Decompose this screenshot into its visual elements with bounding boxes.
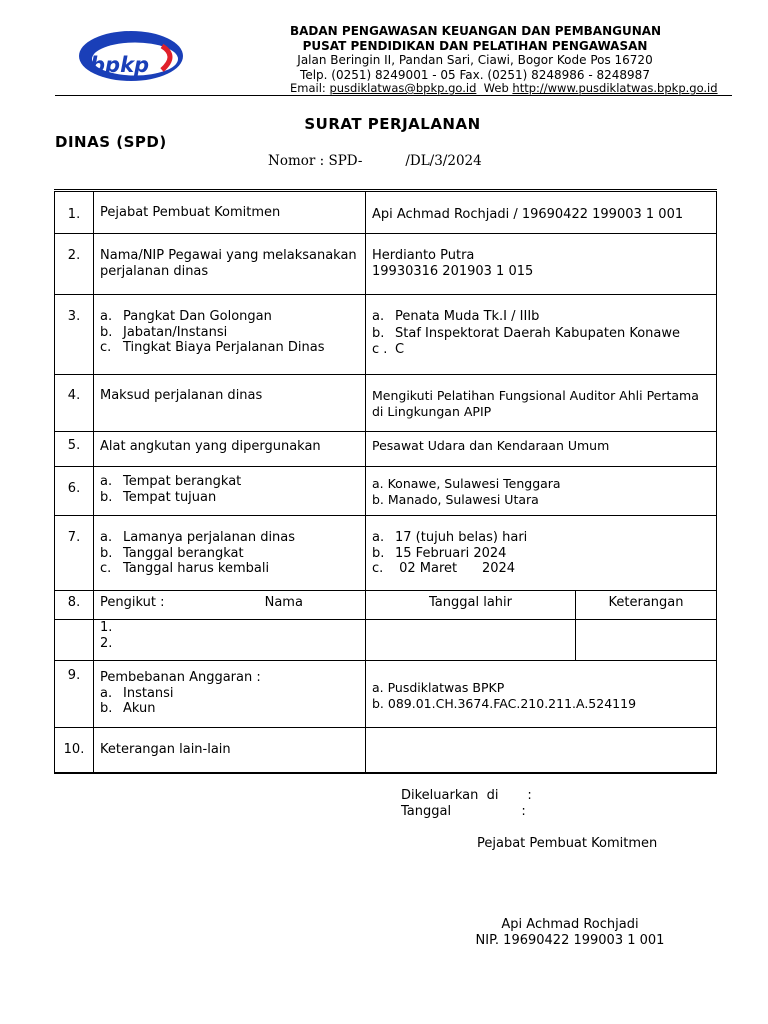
- empty-cell: [55, 620, 94, 661]
- row-label: Alat angkutan yang dipergunakan: [94, 432, 366, 467]
- list-marker: a.: [100, 685, 113, 701]
- list-item: [100, 546, 359, 562]
- header-divider: [55, 95, 732, 96]
- list-text: Tanggal harus kembali: [123, 561, 270, 576]
- row-label: [94, 467, 366, 516]
- row-label: [94, 661, 366, 728]
- list-marker: b.: [372, 325, 385, 341]
- list-marker: a.: [100, 474, 113, 489]
- document-number: Nomor : SPD- /DL/3/2024: [268, 153, 482, 169]
- list-text: C: [395, 342, 405, 357]
- row-label: [94, 295, 366, 375]
- row-number: 8.: [55, 591, 94, 620]
- list-text: 15 Februari 2024: [395, 545, 507, 561]
- row-value: [366, 516, 717, 591]
- list-marker: c .: [372, 342, 388, 357]
- row-value: [366, 661, 717, 728]
- budget-account: b. 089.01.CH.3674.FAC.210.211.A.524119: [372, 695, 637, 711]
- table-row: [55, 234, 717, 295]
- list-marker: b.: [100, 324, 113, 340]
- list-text: Jabatan/Instansi: [123, 324, 228, 340]
- employee-name: Herdianto Putra: [372, 248, 475, 263]
- budget-agency: a. Pusdiklatwas BPKP: [372, 680, 505, 695]
- row-value: Mengikuti Pelatihan Fungsional Auditor Ahli Pertama di Lingkungan APIP: [366, 375, 717, 432]
- row-label: Nama/NIP Pegawai yang melaksanakan perjalanan dinas: [94, 234, 366, 295]
- row-number: 1.: [55, 191, 94, 234]
- web-link[interactable]: http://www.pusdiklatwas.bpkp.go.id: [512, 81, 718, 95]
- signatory-name: Api Achmad Rochjadi: [501, 917, 639, 932]
- list-item: [372, 326, 710, 343]
- list-item: [100, 561, 359, 577]
- list-text: Lamanya perjalanan dinas: [123, 530, 296, 545]
- row-number: 2.: [55, 234, 94, 295]
- follower-item: 2.: [100, 635, 113, 651]
- list-item: [372, 342, 710, 359]
- list-marker: c.: [372, 561, 384, 576]
- table-row: [55, 432, 717, 467]
- row-label: Pejabat Pembuat Komitmen: [94, 191, 366, 234]
- list-item: [100, 325, 359, 341]
- list-text: Penata Muda Tk.I / IIIb: [395, 309, 540, 324]
- list-text: 02 Maret 2024: [395, 561, 516, 576]
- signatory-title: Pejabat Pembuat Komitmen: [477, 836, 658, 851]
- list-text: Instansi: [123, 685, 174, 701]
- list-item: [100, 309, 359, 325]
- email-link[interactable]: pusdiklatwas@bpkp.go.id: [329, 81, 477, 95]
- list-item: [100, 701, 359, 717]
- row-number: 3.: [55, 295, 94, 375]
- row-number: 6.: [55, 467, 94, 516]
- row-value: [366, 234, 717, 295]
- table-row: [55, 467, 717, 516]
- spd-table: [54, 189, 717, 774]
- list-marker: b.: [100, 545, 113, 561]
- list-marker: a.: [100, 309, 113, 324]
- list-text: Tingkat Biaya Perjalanan Dinas: [123, 340, 325, 355]
- list-text: Tanggal berangkat: [123, 545, 244, 561]
- signatory-nip: NIP. 19690422 199003 1 001: [475, 933, 665, 948]
- row-label: [94, 516, 366, 591]
- list-marker: c.: [100, 561, 112, 576]
- list-text: Tempat tujuan: [123, 489, 217, 505]
- logo-text: bpkp: [90, 53, 150, 77]
- follower-item: 1.: [100, 620, 113, 635]
- row-value: [366, 728, 717, 773]
- org-address: Jalan Beringin II, Pandan Sari, Ciawi, Bogor Kode Pos 16720: [297, 53, 653, 67]
- list-item: [100, 340, 359, 356]
- col-header-tanggal-lahir: Tanggal lahir: [366, 591, 576, 620]
- list-item: [100, 530, 359, 546]
- row-label: Keterangan lain-lain: [94, 728, 366, 773]
- list-marker: b.: [372, 545, 385, 561]
- list-marker: c.: [100, 340, 112, 355]
- budget-label: Pembebanan Anggaran :: [100, 670, 261, 685]
- row-value: Pesawat Udara dan Kendaraan Umum: [366, 432, 717, 467]
- org-unit: PUSAT PENDIDIKAN DAN PELATIHAN PENGAWASAN: [302, 38, 648, 53]
- table-row: [55, 295, 717, 375]
- list-marker: b.: [100, 489, 113, 505]
- issued-date: Tanggal :: [401, 804, 526, 819]
- list-item: [100, 474, 359, 490]
- list-item: [100, 686, 359, 702]
- row-number: 7.: [55, 516, 94, 591]
- issued-at: Dikeluarkan di :: [401, 788, 532, 803]
- list-text: Pangkat Dan Golongan: [123, 309, 272, 324]
- row-number: 10.: [55, 728, 94, 773]
- table-row: [55, 375, 717, 432]
- empty-cell: [366, 620, 576, 661]
- table-row: [55, 516, 717, 591]
- list-marker: a.: [372, 309, 385, 324]
- list-item: [372, 309, 710, 326]
- row-value: Api Achmad Rochjadi / 19690422 199003 1 001: [366, 191, 717, 234]
- row-value: [366, 467, 717, 516]
- row-number: 5.: [55, 432, 94, 467]
- row-label: [94, 591, 366, 620]
- followers-list: [94, 620, 366, 661]
- list-item: [372, 561, 710, 577]
- row-value: [366, 295, 717, 375]
- list-text: 17 (tujuh belas) hari: [395, 530, 528, 545]
- list-item: [100, 490, 359, 506]
- table-row: [55, 591, 717, 620]
- followers-label: Pengikut :: [100, 595, 165, 610]
- row-label: Maksud perjalanan dinas: [94, 375, 366, 432]
- departure-place: a. Konawe, Sulawesi Tenggara: [372, 476, 561, 491]
- table-row: [55, 620, 717, 661]
- org-phone: Telp. (0251) 8249001 - 05 Fax. (0251) 8248986 - 8248987: [300, 67, 650, 82]
- bpkp-logo: [78, 30, 184, 82]
- col-header-keterangan: Keterangan: [576, 591, 717, 620]
- document-title: SURAT PERJALANAN: [304, 115, 481, 133]
- row-number: 9.: [55, 661, 94, 728]
- org-contact: [290, 81, 718, 96]
- table-row: [55, 661, 717, 728]
- table-row: [55, 728, 717, 773]
- list-item: [372, 530, 710, 546]
- employee-nip: 19930316 201903 1 015: [372, 263, 534, 279]
- empty-cell: [576, 620, 717, 661]
- list-marker: b.: [100, 701, 113, 716]
- list-text: Tempat berangkat: [123, 474, 242, 489]
- list-text: Akun: [123, 701, 156, 716]
- col-header-nama: Nama: [264, 595, 303, 610]
- document-subtitle: DINAS (SPD): [55, 133, 167, 151]
- table-row: [55, 191, 717, 234]
- list-marker: a.: [100, 530, 113, 545]
- row-number: 4.: [55, 375, 94, 432]
- web-label: Web: [476, 81, 513, 95]
- email-label: Email:: [290, 81, 330, 95]
- org-name: BADAN PENGAWASAN KEUANGAN DAN PEMBANGUNAN: [290, 24, 662, 38]
- list-marker: a.: [372, 530, 385, 545]
- destination-place: b. Manado, Sulawesi Utara: [372, 491, 539, 507]
- list-text: Staf Inspektorat Daerah Kabupaten Konawe: [395, 325, 681, 341]
- list-item: [372, 546, 710, 562]
